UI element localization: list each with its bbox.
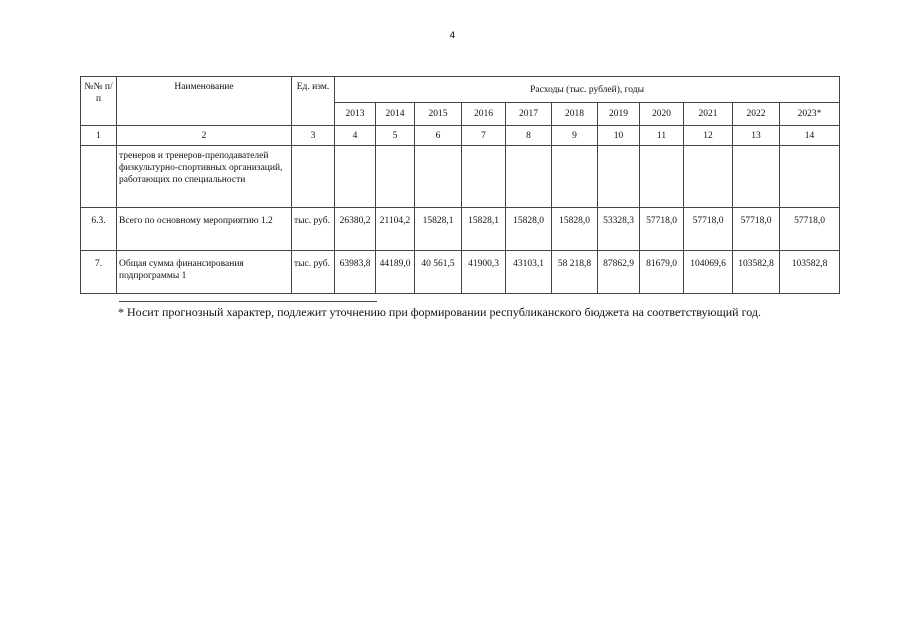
column-number: 7 [462, 126, 506, 146]
year-header: 2015 [415, 103, 462, 126]
value-cell: 57718,0 [640, 208, 684, 251]
value-cell: 87862,9 [598, 251, 640, 294]
value-cell: 15828,0 [506, 208, 552, 251]
value-cell: 26380,2 [335, 208, 376, 251]
value-cell [506, 146, 552, 208]
header-unit: Ед. изм. [292, 77, 335, 126]
column-number: 11 [640, 126, 684, 146]
row-name-cell: тренеров и тренеров-преподавателей физкультурно-спортивных организаций, работающих по специальности [117, 146, 292, 208]
value-cell: 15828,1 [462, 208, 506, 251]
column-number: 14 [780, 126, 840, 146]
table-row [81, 251, 840, 294]
year-header: 2023* [780, 103, 840, 126]
header-row [81, 77, 840, 103]
column-number: 13 [733, 126, 780, 146]
header-expenses: Расходы (тыс. рублей), годы [335, 77, 840, 103]
value-cell: 21104,2 [376, 208, 415, 251]
column-number: 6 [415, 126, 462, 146]
row-unit-cell: тыс. руб. [292, 251, 335, 294]
row-unit-cell [292, 146, 335, 208]
row-num-cell: 7. [81, 251, 117, 294]
row-name-cell: Всего по основному мероприятию 1.2 [117, 208, 292, 251]
value-cell: 63983,8 [335, 251, 376, 294]
value-cell: 53328,3 [598, 208, 640, 251]
budget-table [80, 76, 840, 294]
column-number: 9 [552, 126, 598, 146]
value-cell [598, 146, 640, 208]
value-cell: 41900,3 [462, 251, 506, 294]
value-cell: 81679,0 [640, 251, 684, 294]
row-name-cell: Общая сумма финансирования подпрограммы 1 [117, 251, 292, 294]
column-number: 1 [81, 126, 117, 146]
value-cell: 57718,0 [733, 208, 780, 251]
value-cell [462, 146, 506, 208]
column-number-row [81, 126, 840, 146]
header-num: №№ п/п [81, 77, 117, 126]
year-header: 2014 [376, 103, 415, 126]
column-number: 5 [376, 126, 415, 146]
table-row [81, 208, 840, 251]
value-cell: 44189,0 [376, 251, 415, 294]
value-cell [335, 146, 376, 208]
column-number: 3 [292, 126, 335, 146]
row-num-cell [81, 146, 117, 208]
header-name: Наименование [117, 77, 292, 126]
year-header: 2022 [733, 103, 780, 126]
column-number: 12 [684, 126, 733, 146]
value-cell: 104069,6 [684, 251, 733, 294]
year-header: 2017 [506, 103, 552, 126]
column-number: 8 [506, 126, 552, 146]
column-number: 10 [598, 126, 640, 146]
value-cell: 15828,1 [415, 208, 462, 251]
value-cell [640, 146, 684, 208]
column-number: 4 [335, 126, 376, 146]
value-cell: 57718,0 [684, 208, 733, 251]
row-unit-cell: тыс. руб. [292, 208, 335, 251]
column-number: 2 [117, 126, 292, 146]
value-cell: 103582,8 [733, 251, 780, 294]
year-header: 2021 [684, 103, 733, 126]
value-cell: 43103,1 [506, 251, 552, 294]
value-cell [376, 146, 415, 208]
footnote-divider [119, 301, 377, 302]
value-cell: 15828,0 [552, 208, 598, 251]
value-cell [733, 146, 780, 208]
value-cell: 40 561,5 [415, 251, 462, 294]
year-header: 2016 [462, 103, 506, 126]
footnote: * Носит прогнозный характер, подлежит уточнению при формировании республиканского бюджета на соответствующий год. [118, 305, 761, 319]
table-row [81, 146, 840, 208]
value-cell [415, 146, 462, 208]
value-cell [780, 146, 840, 208]
value-cell [552, 146, 598, 208]
value-cell: 58 218,8 [552, 251, 598, 294]
year-header: 2020 [640, 103, 684, 126]
value-cell: 57718,0 [780, 208, 840, 251]
value-cell: 103582,8 [780, 251, 840, 294]
year-header: 2019 [598, 103, 640, 126]
year-header: 2013 [335, 103, 376, 126]
page-number: 4 [449, 31, 456, 41]
year-header: 2018 [552, 103, 598, 126]
row-num-cell: 6.3. [81, 208, 117, 251]
value-cell [684, 146, 733, 208]
